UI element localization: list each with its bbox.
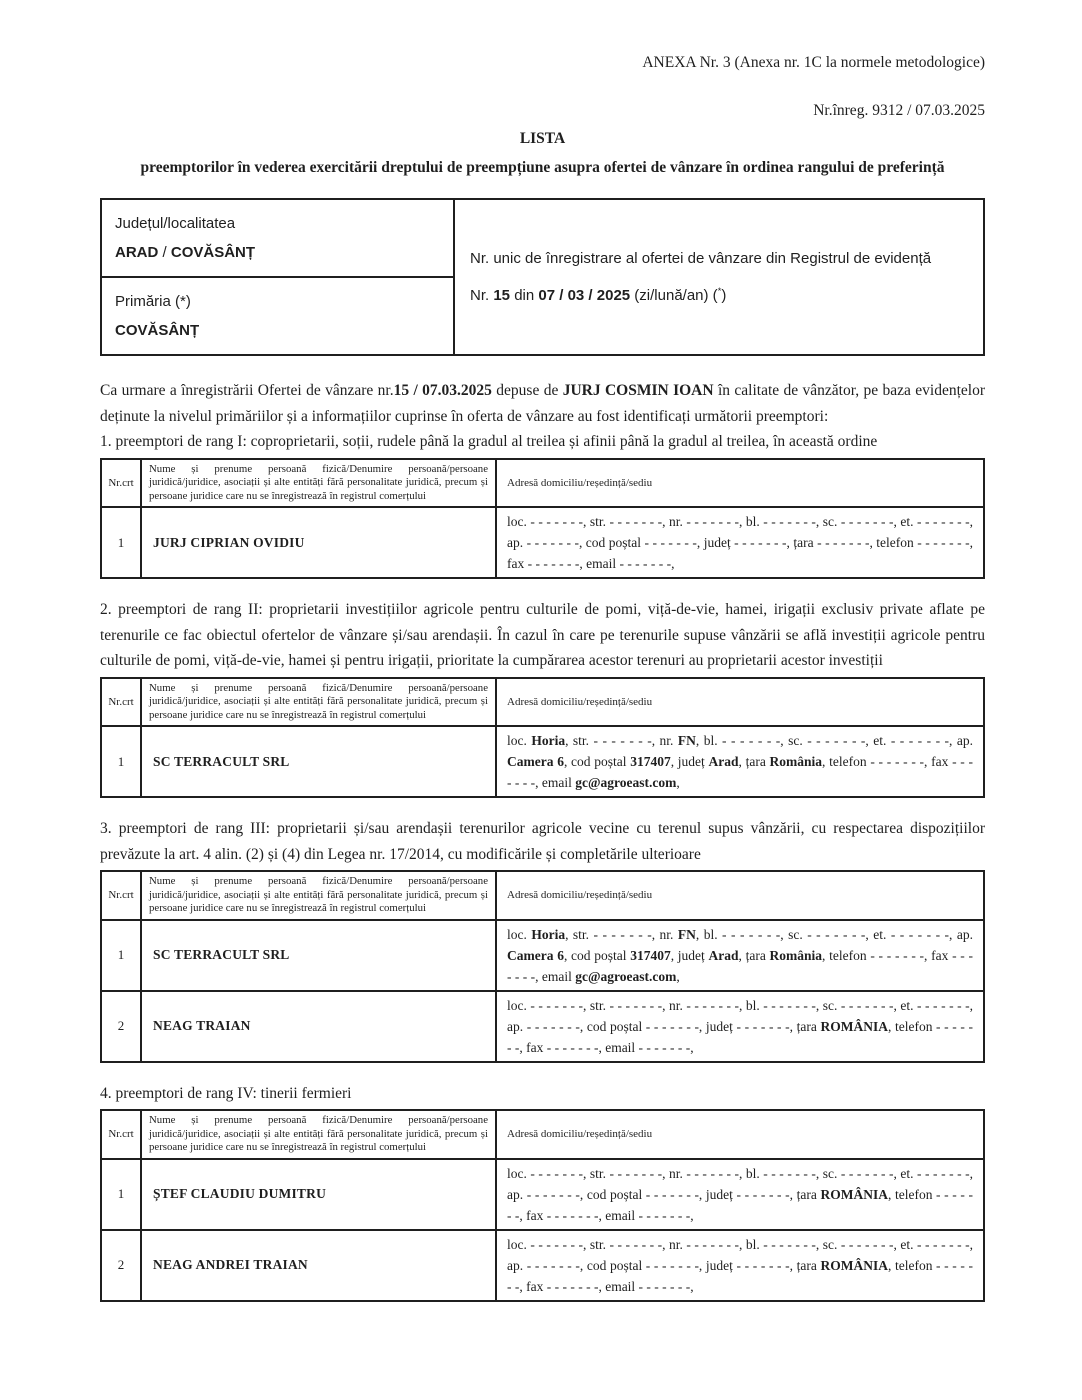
primaria-value: COVĂSÂNȚ	[115, 322, 200, 339]
rank-section	[100, 1081, 985, 1302]
preemptors-table-head	[101, 459, 984, 508]
row-number: 2	[101, 991, 141, 1062]
intro-paragraph: Ca urmare a înregistrării Ofertei de vânzare nr.15 / 07.03.2025 depuse de JURJ COSMIN IOAN în calitate de vânzător, pe baza evidențelor deținute la nivelul primăriilor și a informațiilor cuprinse în oferta de vânzare au fost identificați următorii preemptori:	[100, 382, 986, 425]
preemptor-name: NEAG TRAIAN	[141, 991, 496, 1062]
header-row	[101, 1110, 984, 1159]
table-row	[101, 1230, 984, 1301]
preemptor-address: loc. - - - - - - -, str. - - - - - - -, nr. - - - - - - -, bl. - - - - - - -, sc. - - - - - - -, et. - - - - - - -, ap. - - - - - - -, cod poștal - - - - - - -, județ - - - - - - -, țara ROMÂNIA, telefon - - - - - - -, fax - - - - - - -, email - - - - - - -,	[496, 1159, 984, 1230]
preemptors-table-head	[101, 678, 984, 727]
col-header-nrcrt: Nr.crt	[101, 678, 141, 727]
primaria-cell	[101, 277, 454, 355]
county-value: ARAD / COVĂSÂNȚ	[115, 244, 256, 261]
table-row	[101, 507, 984, 578]
registration-number: Nr.înreg. 9312 / 07.03.2025	[813, 102, 985, 119]
preemptor-name: ȘTEF CLAUDIU DUMITRU	[141, 1159, 496, 1230]
preemptors-table	[100, 1109, 985, 1302]
row-number: 1	[101, 726, 141, 797]
preemptors-table	[100, 677, 985, 799]
col-header-nrcrt: Nr.crt	[101, 871, 141, 920]
section-heading: 4. preemptori de rang IV: tinerii fermieri	[100, 1084, 352, 1102]
preemptor-name: NEAG ANDREI TRAIAN	[141, 1230, 496, 1301]
county-label: Județul/localitatea	[115, 215, 236, 232]
preemptors-table-head	[101, 871, 984, 920]
preemptor-name: SC TERRACULT SRL	[141, 726, 496, 797]
preemptor-address: loc. Horia, str. - - - - - - -, nr. FN, bl. - - - - - - -, sc. - - - - - - -, et. - - - - - - -, ap. Camera 6, cod poștal 317407, județ Arad, țara România, telefon - - - - - - -, fax - - - - - - -, email gc@agroeast.com,	[496, 726, 984, 797]
preemptors-table-body	[101, 507, 984, 578]
info-table	[100, 198, 985, 356]
col-header-name: Nume și prenume persoană fizică/Denumire persoană/persoane juridică/juridice, asociații și alte entități fără personalitate juridică, precum și persoane juridice care nu se înregistrează în registrul comerțului	[141, 678, 496, 727]
preemptors-table-head	[101, 1110, 984, 1159]
preemptors-table	[100, 870, 985, 1063]
document-subtitle: preemptorilor în vederea exercitării dreptului de preempțiune asupra ofertei de vânzare în ordinea rangului de preferință	[140, 159, 945, 176]
rank-section	[100, 597, 985, 798]
document-title: LISTA	[519, 130, 566, 147]
section-heading: 2. preemptori de rang II: proprietarii investițiilor agricole pentru culturile de pomi, viță-de-vie, hamei, irigații exclusiv private aflate pe terenurile ce fac obiectul ofertelor de vânzare și/sau arendașii. În cazul în care pe terenurile supuse vânzării se află investiții agricole pentru culturile de pomi, viță-de-vie, hamei și pentru irigații, prioritate la cumpărarea acestor terenuri au proprietarii acestor investiții	[100, 601, 985, 669]
preemptor-name: SC TERRACULT SRL	[141, 920, 496, 991]
table-row	[101, 1159, 984, 1230]
unique-reg-text: Nr. unic de înregistrare al ofertei de vânzare din Registrul de evidență	[470, 250, 932, 267]
section-heading: 3. preemptori de rang III: proprietarii și/sau arendașii terenurilor agricole vecine cu terenul supus vânzării, cu respectarea dispozițiilor prevăzute la art. 4 alin. (2) și (4) din Legea nr. 17/2014, cu modificările și completările ulterioare	[100, 820, 985, 863]
header-row	[101, 459, 984, 508]
table-row	[101, 991, 984, 1062]
preemptor-address: loc. - - - - - - -, str. - - - - - - -, nr. - - - - - - -, bl. - - - - - - -, sc. - - - - - - -, et. - - - - - - -, ap. - - - - - - -, cod poștal - - - - - - -, județ - - - - - - -, țara ROMÂNIA, telefon - - - - - - -, fax - - - - - - -, email - - - - - - -,	[496, 991, 984, 1062]
registration-cell	[454, 199, 984, 355]
anexa-heading: ANEXA Nr. 3 (Anexa nr. 1C la normele metodologice)	[642, 54, 985, 71]
county-cell	[101, 199, 454, 277]
col-header-name: Nume și prenume persoană fizică/Denumire persoană/persoane juridică/juridice, asociații și alte entități fără personalitate juridică, precum și persoane juridice care nu se înregistrează în registrul comerțului	[141, 459, 496, 508]
section-heading: 1. preemptori de rang I: coproprietarii, soții, rudele până la gradul al treilea și afinii până la gradul al treilea, în această ordine	[100, 433, 878, 450]
preemptor-address: loc. Horia, str. - - - - - - -, nr. FN, bl. - - - - - - -, sc. - - - - - - -, et. - - - - - - -, ap. Camera 6, cod poștal 317407, județ Arad, țara România, telefon - - - - - - -, fax - - - - - - -, email gc@agroeast.com,	[496, 920, 984, 991]
col-header-address: Adresă domiciliu/reședință/sediu	[496, 1110, 984, 1159]
preemptor-address: loc. - - - - - - -, str. - - - - - - -, nr. - - - - - - -, bl. - - - - - - -, sc. - - - - - - -, et. - - - - - - -, ap. - - - - - - -, cod poștal - - - - - - -, județ - - - - - - -, țara - - - - - - -, telefon - - - - - - -, fax - - - - - - -, email - - - - - - -,	[496, 507, 984, 578]
row-number: 1	[101, 1159, 141, 1230]
col-header-nrcrt: Nr.crt	[101, 459, 141, 508]
preemptors-table-body	[101, 1159, 984, 1301]
primaria-label: Primăria (*)	[115, 293, 191, 310]
col-header-name: Nume și prenume persoană fizică/Denumire persoană/persoane juridică/juridice, asociații și alte entități fără personalitate juridică, precum și persoane juridice care nu se înregistrează în registrul comerțului	[141, 1110, 496, 1159]
row-number: 2	[101, 1230, 141, 1301]
col-header-address: Adresă domiciliu/reședință/sediu	[496, 871, 984, 920]
header-row	[101, 871, 984, 920]
preemptors-table	[100, 458, 985, 580]
info-row-county	[101, 199, 984, 277]
col-header-nrcrt: Nr.crt	[101, 1110, 141, 1159]
rank-sections	[100, 429, 985, 1302]
preemptor-address: loc. - - - - - - -, str. - - - - - - -, nr. - - - - - - -, bl. - - - - - - -, sc. - - - - - - -, et. - - - - - - -, ap. - - - - - - -, cod poștal - - - - - - -, județ - - - - - - -, țara ROMÂNIA, telefon - - - - - - -, fax - - - - - - -, email - - - - - - -,	[496, 1230, 984, 1301]
col-header-name: Nume și prenume persoană fizică/Denumire persoană/persoane juridică/juridice, asociații și alte entități fără personalitate juridică, precum și persoane juridice care nu se înregistrează în registrul comerțului	[141, 871, 496, 920]
preemptors-table-body	[101, 920, 984, 1062]
preemptor-name: JURJ CIPRIAN OVIDIU	[141, 507, 496, 578]
col-header-address: Adresă domiciliu/reședință/sediu	[496, 459, 984, 508]
rank-section	[100, 429, 985, 579]
header-row	[101, 678, 984, 727]
table-row	[101, 726, 984, 797]
row-number: 1	[101, 920, 141, 991]
row-number: 1	[101, 507, 141, 578]
table-row	[101, 920, 984, 991]
preemptors-table-body	[101, 726, 984, 797]
col-header-address: Adresă domiciliu/reședință/sediu	[496, 678, 984, 727]
rank-section	[100, 816, 985, 1063]
offer-number-line: Nr. 15 din 07 / 03 / 2025 (zi/lună/an) (*)	[470, 286, 727, 304]
